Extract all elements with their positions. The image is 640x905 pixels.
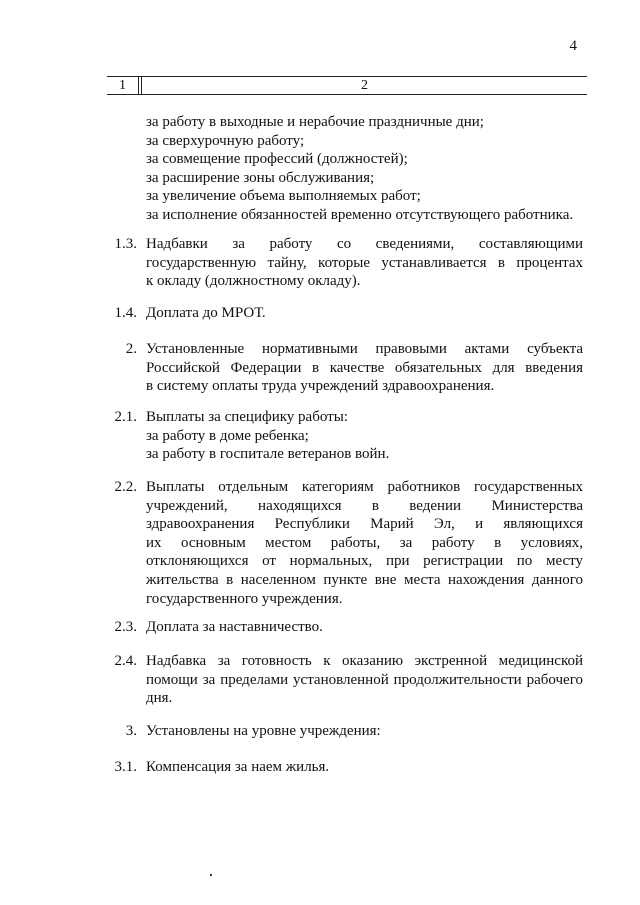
list-item: за увеличение объема выполняемых работ; [146,188,421,205]
clause-line: к окладу (должностному окладу). [146,273,361,290]
clause-number: 3. [125,723,137,739]
scan-speck [210,874,212,876]
clause-number: 3.1. [114,759,137,775]
clause-line: Установлены на уровне учреждения: [146,723,381,739]
table-header [107,76,587,95]
clause-line: Надбавки за работу со сведениями, составляющими [146,236,583,252]
column-divider [138,77,139,94]
clause-line: Доплата за наставничество. [146,619,323,635]
clause-line: в систему оплаты труда учреждений здравоохранения. [146,378,495,395]
list-item: за исполнение обязанностей временно отсутствующего работника. [146,206,574,223]
column-1-header: 1 [119,78,126,93]
clause-line: Доплата до МРОТ. [146,305,266,321]
clause-line: учреждений, находящихся в ведении Министерства [146,497,583,514]
clause-line: Компенсация за наем жилья. [146,759,330,775]
clause-line: за работу в доме ребенка; [146,427,309,444]
clause-number: 2.3. [114,619,137,635]
clause-line: Надбавка за готовность к оказанию экстренной медицинской [146,653,583,669]
clause-line: Российской Федерации в качестве обязательных для введения [146,359,583,376]
page-number: 4 [569,38,577,54]
clause-line: жительства в населенном пункте вне места нахождения данного [146,571,583,588]
clause-line: за работу в госпитале ветеранов войн. [146,446,390,463]
clause-line: Установленные нормативными правовыми актами субъекта [146,341,583,357]
clause-line: Выплаты за специфику работы: [146,409,348,425]
clause-number: 2.4. [114,653,137,669]
clause-line: дня. [146,690,173,707]
clause-line: здравоохранения Республики Марий Эл, и являющихся [146,516,583,533]
clause-number: 1.3. [114,236,137,252]
clause-line: Выплаты отдельным категориям работников государственных [146,479,583,495]
list-item: за расширение зоны обслуживания; [146,169,375,186]
clause-number: 2.2. [114,479,137,495]
list-item: за сверхурочную работу; [146,132,305,149]
clause-number: 1.4. [114,305,137,321]
clause-line: их основным местом работы, за работу в условиях, [146,534,583,551]
list-item: за совмещение профессий (должностей); [146,151,408,168]
list-item: за работу в выходные и нерабочие праздничные дни; [146,114,484,130]
clause-line: отклоняющихся от нормальных, при регистрации по месту [146,553,583,570]
column-2-header: 2 [361,78,368,93]
clause-line: государственного учреждения. [146,590,343,607]
clause-line: помощи за пределами установленной продолжительности рабочего [146,671,583,688]
clause-line: государственную тайну, которые устанавливается в процентах [146,254,583,271]
clause-number: 2.1. [114,409,137,425]
clause-number: 2. [125,341,137,357]
